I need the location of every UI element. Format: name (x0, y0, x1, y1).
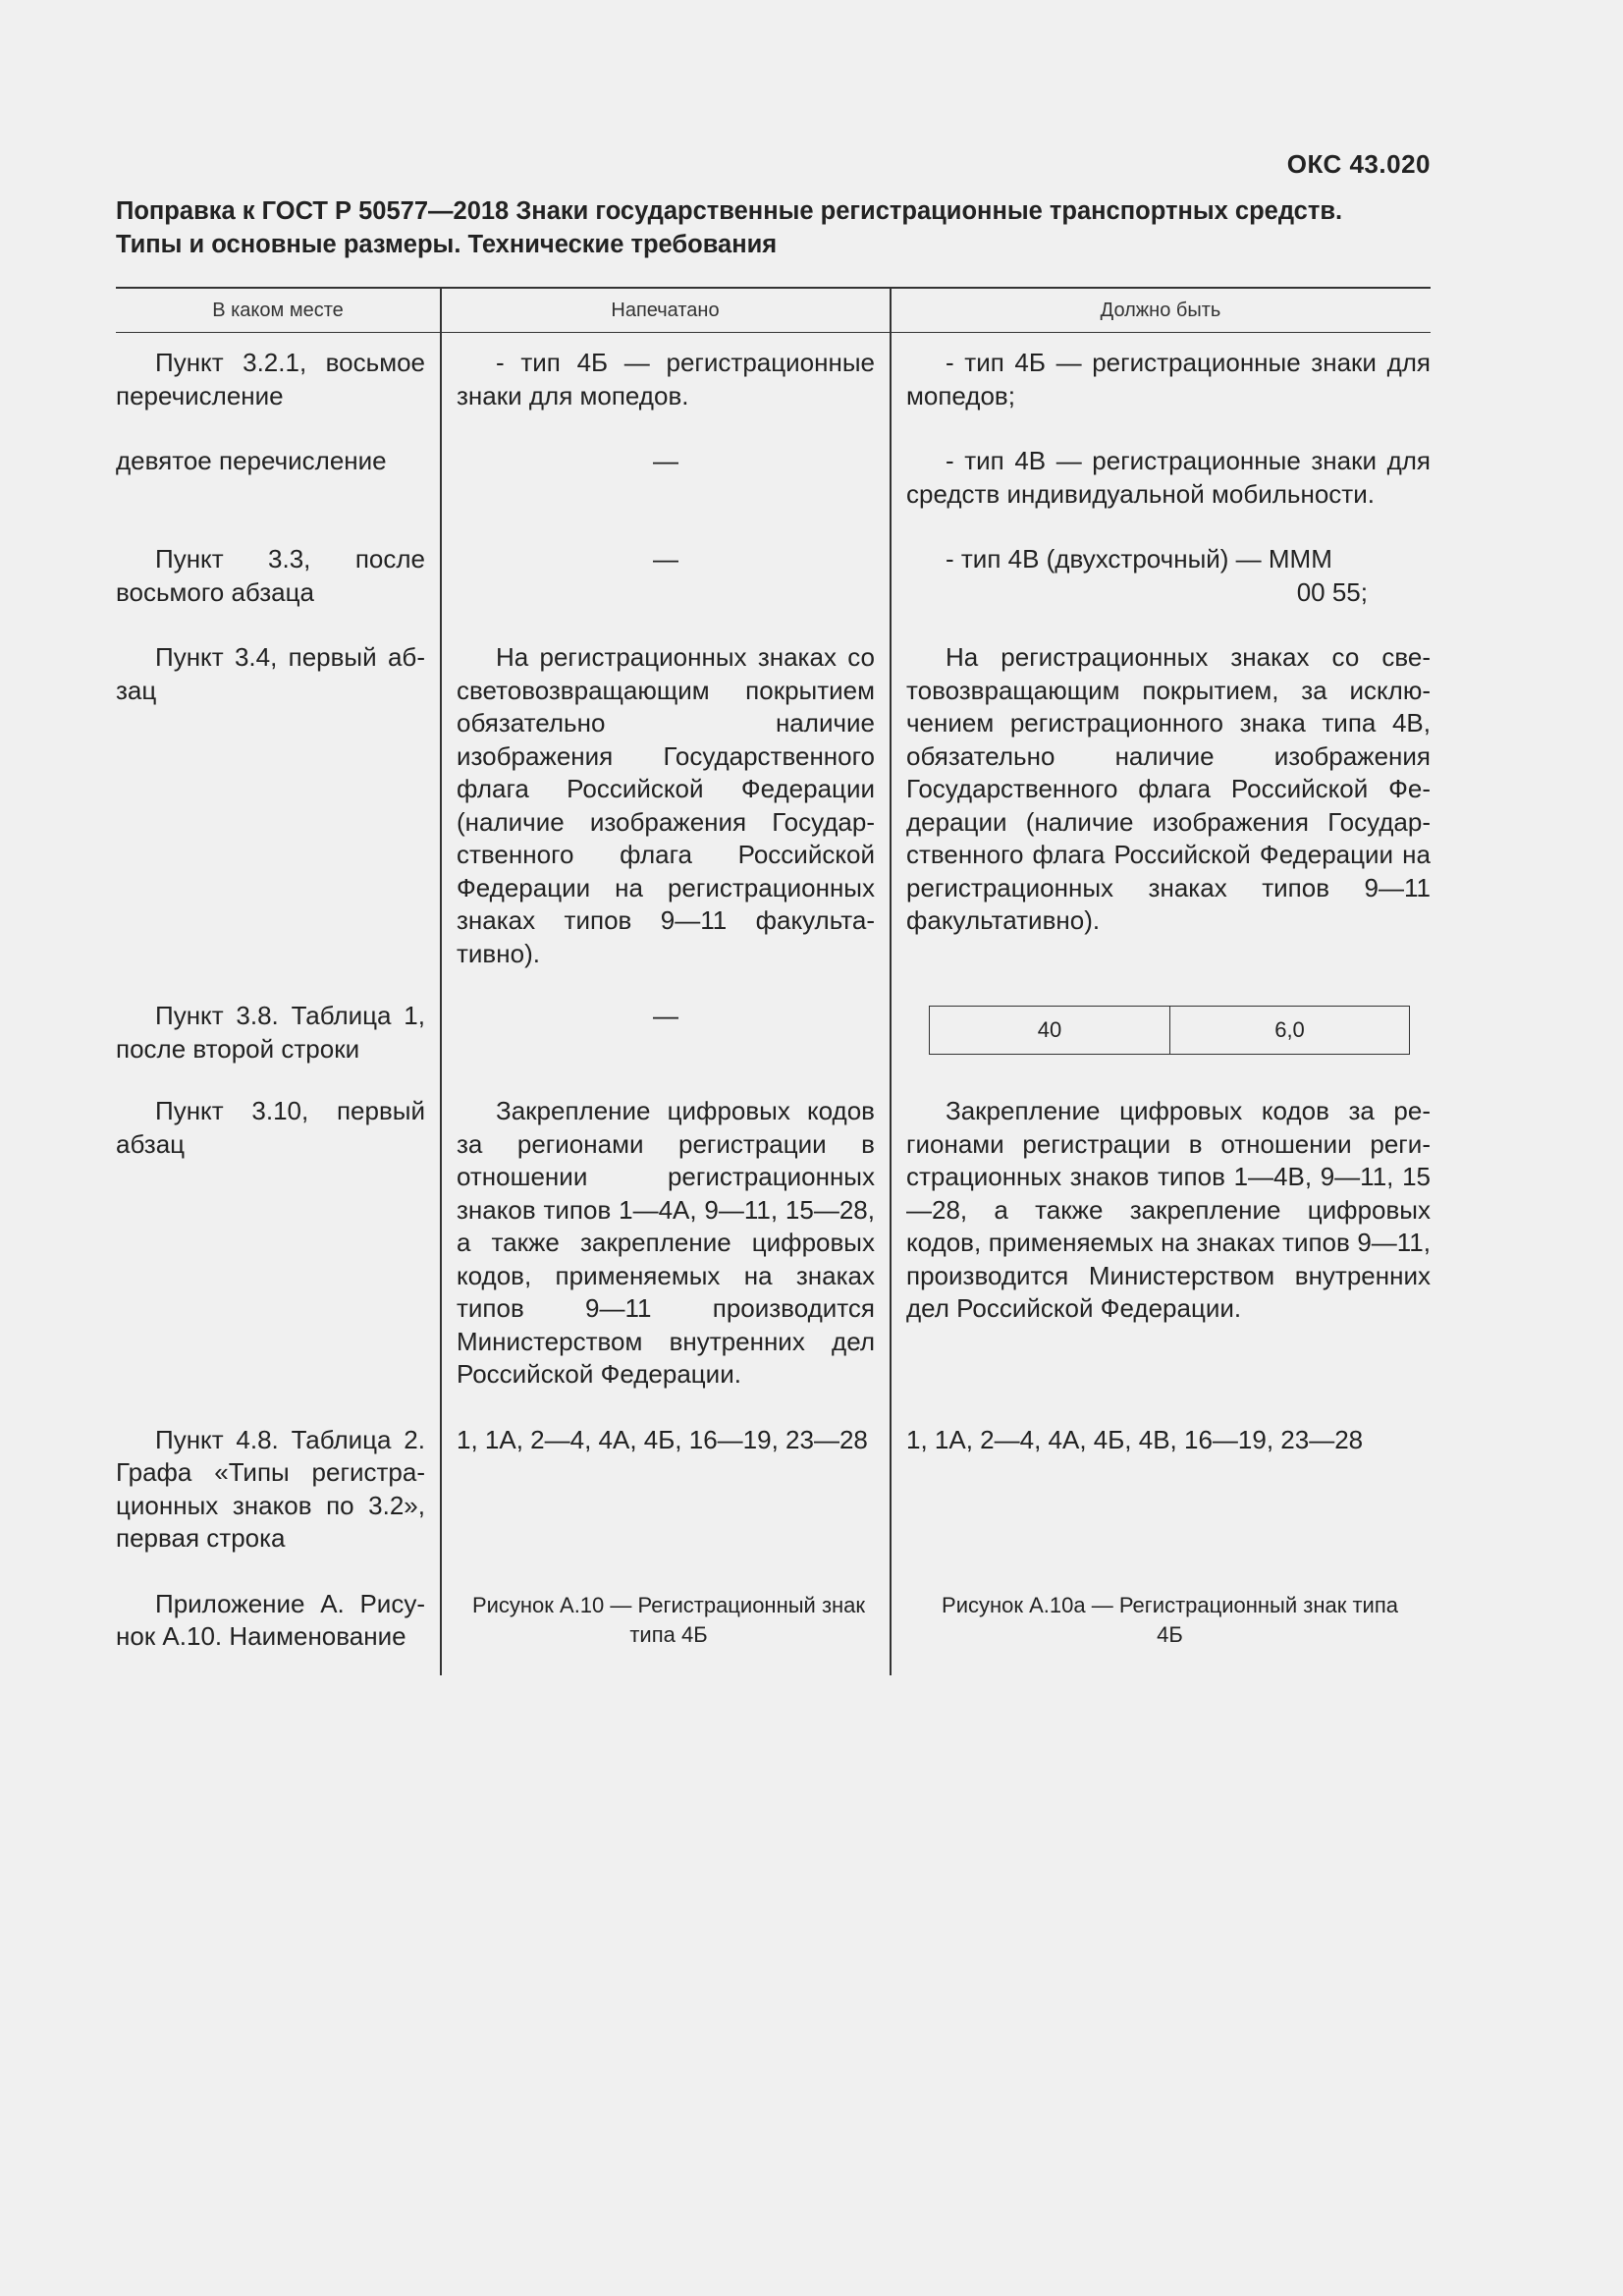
table-header (116, 289, 1431, 333)
row-8-should: Рисунок А.10а — Регистрационный знак типа 4Б (942, 1592, 1398, 1647)
row-6-printed: Закрепление цифровых кодов за регионами регистрации в отношении регистрационных знаков типов 1—4А, 9—11, 15—28, а также закрепление цифровых кодов, применяемых на знаках типов 9—11 производится Министерством внутренних дел Российской Федерации. (457, 1096, 875, 1389)
row-3-should (890, 511, 1431, 609)
inserted-cell-2: 6,0 (1169, 1007, 1409, 1054)
title-line-1: Поправка к ГОСТ Р 50577—2018 Знаки государственные регистрационные транспортных средств. (116, 197, 1343, 225)
row-1-printed: - тип 4Б — регистрационные знаки для мопедов. (457, 348, 875, 410)
row-1-where: Пункт 3.2.1, восьмое перечисление (116, 348, 425, 410)
row-7-printed: 1, 1А, 2—4, 4А, 4Б, 16—19, 23—28 (457, 1424, 868, 1454)
classification-code: ОКС 43.020 (1286, 149, 1431, 179)
row-2-printed: — (653, 446, 678, 475)
row-7-where: Пункт 4.8. Таблица 2. Графа «Типы регистрационных знаков по 3.2», первая строка (116, 1424, 425, 1553)
row-8-where: Приложение А. Рисунок А.10. Наименование (116, 1588, 425, 1651)
row-5-where: Пункт 3.8. Таблица 1, после второй строки (116, 1001, 425, 1064)
column-header-printed: Напечатано (440, 289, 890, 332)
title-line-2: Типы и основные размеры. Технические требования (116, 231, 778, 258)
column-divider (440, 288, 442, 1675)
row-5-printed: — (653, 1001, 678, 1030)
row-3-where: Пункт 3.3, после восьмого абзаца (116, 544, 425, 607)
row-4-should: На регистрационных знаках со световозвращающим покрытием, за исключением регистрационного знака типа 4В, обязательно наличие изображения Государственного флага Российской Федерации (наличие изображения Государственного флага Российской Федерации на регистрационных знаках типов 9—11 факультативно). (906, 642, 1431, 935)
table-body (116, 333, 1431, 1675)
inserted-table-row (929, 1006, 1410, 1055)
row-6-where: Пункт 3.10, первый абзац (116, 1096, 425, 1159)
row-3-should-line-2: 00 55; (1296, 576, 1368, 607)
column-header-where: В каком месте (212, 299, 344, 321)
row-5-should (890, 970, 1431, 1066)
row-3-printed: — (653, 544, 678, 574)
row-6-should: Закрепление цифровых кодов за регионами регистрации в отношении регистрационных знаков типов 1—4В, 9—11, 15—28, а также закрепление цифровых кодов, применяемых на знаках типов 9—11, производится Министерством внутренних дел Российской Федерации. (906, 1096, 1431, 1323)
column-divider (890, 288, 892, 1675)
row-3-should-line-1: - тип 4В (двухстрочный) — МММ (946, 544, 1332, 574)
row-2-should: - тип 4В — регистрационные знаки для средств индивидуальной мобильности. (906, 446, 1431, 509)
row-2-where: девятое перечисление (116, 446, 387, 475)
row-4-where: Пункт 3.4, первый абзац (116, 642, 425, 705)
correction-table (116, 287, 1431, 1675)
inserted-cell-1: 40 (1037, 1017, 1062, 1043)
row-4-printed: На регистрационных знаках со световозвращающим покрытием обязательно наличие изображения Государственного флага Российской Федерации (наличие изображения Государственного флага Российской Федерации на регистрационных знаках типов 9—11 факультативно). (457, 642, 875, 968)
column-header-should: Должно быть (890, 289, 1431, 332)
row-8-printed: Рисунок А.10 — Регистрационный знак типа 4Б (471, 1592, 866, 1647)
row-1-should: - тип 4Б — регистрационные знаки для мопедов; (906, 348, 1431, 410)
row-7-should: 1, 1А, 2—4, 4А, 4Б, 4В, 16—19, 23—28 (906, 1424, 1364, 1454)
document-title (116, 194, 1432, 261)
